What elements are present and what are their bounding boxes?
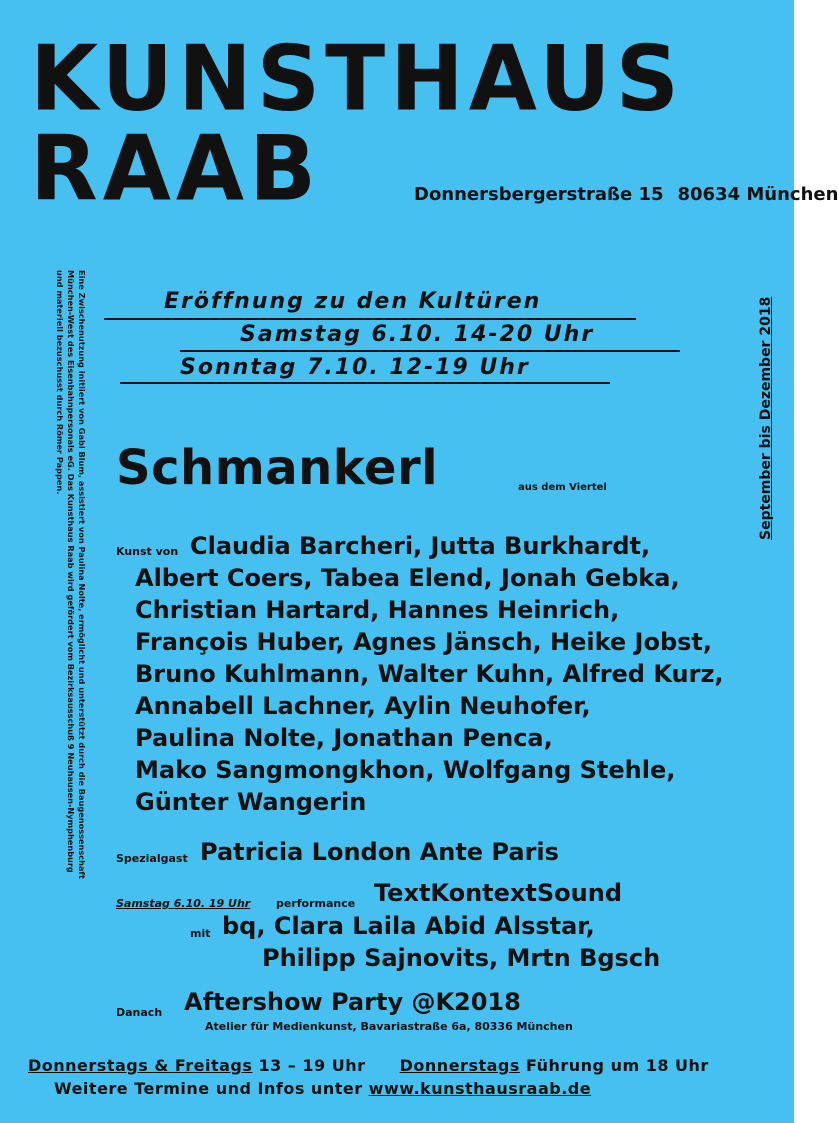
opening-saturday: Samstag 6.10. 14-20 Uhr	[240, 322, 595, 347]
side-note-line3: und materiell bezuschusst durch Römer Pappen.	[55, 270, 65, 495]
venue-address	[414, 184, 838, 205]
aftershow-location: Atelier für Medienkunst, Bavariastraße 6a, 80336 München	[205, 1020, 573, 1033]
street-address: Donnersbergerstraße 15	[414, 184, 664, 205]
aftershow-title: Aftershow Party @K2018	[184, 988, 521, 1016]
footer-line2	[54, 1079, 591, 1098]
special-guest-name: Patricia London Ante Paris	[200, 838, 559, 866]
performance-artists-line1: bq, Clara Laila Abid Alsstar,	[222, 912, 595, 940]
artists-line-4: François Huber, Agnes Jänsch, Heike Jobst,	[135, 628, 713, 656]
opening-sunday: Sonntag 7.10. 12-19 Uhr	[180, 355, 530, 380]
special-guest-label: Spezialgast	[116, 852, 188, 865]
venue-title-line2: RAAB	[30, 115, 322, 221]
footer-more-text: Weitere Termine und Infos unter	[54, 1079, 363, 1098]
artists-line-6: Annabell Lachner, Aylin Neuhofer,	[135, 692, 591, 720]
performance-with-label: mit	[190, 927, 211, 940]
performance-artists-line2: Philipp Sajnovits, Mrtn Bgsch	[262, 944, 661, 972]
venue-title-line1: KUNSTHAUS	[30, 25, 685, 131]
opening-title-rule	[104, 318, 636, 320]
season: September bis Dezember 2018	[758, 296, 774, 540]
opening-sunday-rule	[120, 382, 610, 384]
aftershow-label: Danach	[116, 1006, 163, 1019]
artists-line-5: Bruno Kuhlmann, Walter Kuhn, Alfred Kurz,	[135, 660, 724, 688]
artists-line-3: Christian Hartard, Hannes Heinrich,	[135, 596, 620, 624]
artists-line-9: Günter Wangerin	[135, 788, 367, 816]
artists-line-2: Albert Coers, Tabea Elend, Jonah Gebka,	[135, 564, 680, 592]
artists-line-8: Mako Sangmongkhon, Wolfgang Stehle,	[135, 756, 676, 784]
footer-line1	[28, 1056, 709, 1075]
footer-opening-days: Donnerstags & Freitags	[28, 1056, 253, 1075]
website-link[interactable]: www.kunsthausraab.de	[368, 1079, 592, 1098]
side-note-line2: München-West des Eisenbahnpersonals eG. Das Kunsthaus Raab wird gefördert vom Bezirksausschuß 9 Neuhausen-Nymphenburg	[66, 270, 76, 873]
opening-saturday-rule	[180, 350, 680, 352]
artists-prefix: Kunst von	[116, 545, 179, 558]
opening-title: Eröffnung zu den Kultüren	[164, 289, 542, 314]
performance-label: performance	[276, 897, 356, 910]
artists-line-7: Paulina Nolte, Jonathan Penca,	[135, 724, 553, 752]
footer-tour-day: Donnerstags	[399, 1056, 520, 1075]
artists-line-1: Claudia Barcheri, Jutta Burkhardt,	[190, 532, 651, 560]
side-note	[54, 270, 87, 879]
footer-tour-text: Führung um 18 Uhr	[525, 1056, 709, 1075]
side-note-line1: Eine Zwischenutzung initiiert von Gabi Blum, assistiert von Paulina Nolte, ermöglicht und unterstützt durch die Baugenossenschaft	[77, 270, 87, 879]
footer-opening-hours: 13 – 19 Uhr	[258, 1056, 366, 1075]
city: 80634 München	[677, 184, 838, 205]
performance-title: TextKontextSound	[374, 879, 622, 907]
exhibition-subtitle: aus dem Viertel	[518, 482, 607, 493]
performance-date: Samstag 6.10. 19 Uhr	[116, 897, 251, 910]
exhibition-title: Schmankerl	[116, 440, 439, 496]
